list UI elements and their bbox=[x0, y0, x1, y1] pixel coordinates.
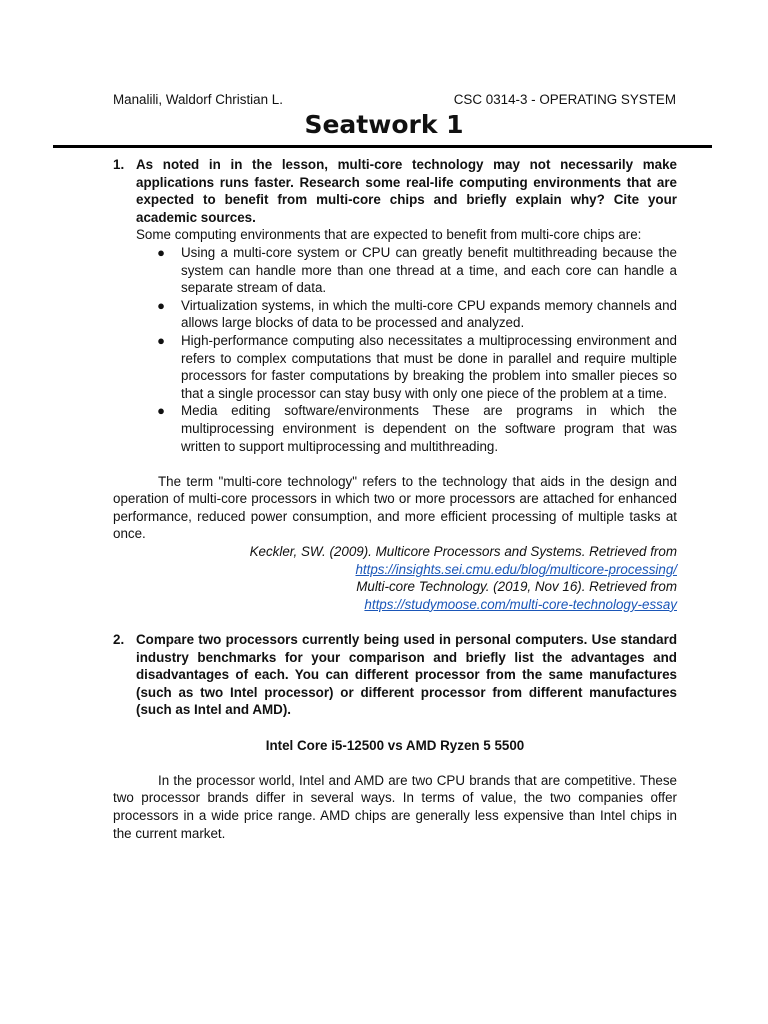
question-prompt: As noted in in the lesson, multi-core technology may not necessarily make applications runs faster. Research some real-life computing environments that are expected to benefit from multi-core chips and briefly explain why? Cite your academic sources. bbox=[136, 157, 677, 225]
question-number: 2. bbox=[113, 632, 125, 648]
answer-intro: Some computing environments that are expected to benefit from multi-core chips are: bbox=[136, 227, 642, 243]
comparison-paragraph: In the processor world, Intel and AMD are two CPU brands that are competitive. These two processor brands differ in several ways. In terms of value, the two companies offer processors in a wide price range. AMD chips are generally less expensive than Intel chips in the current market. bbox=[113, 772, 677, 841]
bullet-icon: ● bbox=[157, 244, 165, 260]
bullet-list bbox=[136, 244, 677, 455]
citations bbox=[113, 543, 677, 613]
question-1 bbox=[113, 156, 677, 455]
citation-text: Multi-core Technology. (2019, Nov 16). Retrieved from bbox=[356, 579, 677, 595]
list-item: ● Using a multi-core system or CPU can greatly benefit multithreading because the system can handle more than one thread at a time, and each core can handle a separate stream of data. bbox=[136, 244, 677, 297]
header-row bbox=[113, 92, 676, 107]
comparison-heading: Intel Core i5-12500 vs AMD Ryzen 5 5500 bbox=[265, 737, 525, 753]
definition-paragraph: The term "multi-core technology" refers to the technology that aids in the design and operation of multi-core processors in which two or more processors are attached for enhanced performance, reduced power consumption, and more efficient processing of multiple tasks at once. bbox=[113, 473, 677, 542]
document-body bbox=[113, 156, 677, 842]
citation-text: Keckler, SW. (2009). Multicore Processors and Systems. Retrieved from bbox=[249, 544, 677, 560]
list-item: ● High-performance computing also necessitates a multiprocessing environment and refers to complex computations that must be done in parallel and require multiple processors for faster computations by breaking the problem into smaller pieces so that a single processor can stay busy with only one piece of the problem at a time. bbox=[136, 332, 677, 402]
list-item: ● Virtualization systems, in which the multi-core CPU expands memory channels and allows large blocks of data to be processed and analyzed. bbox=[136, 297, 677, 332]
author-name: Manalili, Waldorf Christian L. bbox=[113, 92, 283, 107]
list-item: ● Media editing software/environments These are programs in which the multiprocessing environment is dependent on the software program that was written to support multiprocessing and multithreading. bbox=[136, 402, 677, 455]
bullet-icon: ● bbox=[157, 403, 165, 419]
title-divider bbox=[53, 145, 712, 148]
question-2 bbox=[113, 631, 677, 719]
citation-link[interactable]: https://studymoose.com/multi-core-technology-essay bbox=[364, 596, 677, 612]
bullet-icon: ● bbox=[157, 297, 165, 313]
question-prompt: Compare two processors currently being used in personal computers. Use standard industry benchmarks for your comparison and briefly list the advantages and disadvantages of each. You can different processor from the same manufactures (such as two Intel processor) or different processor from different manufactures (such as Intel and AMD). bbox=[136, 632, 677, 718]
citation-link[interactable]: https://insights.sei.cmu.edu/blog/multicore-processing/ bbox=[355, 561, 677, 577]
question-number: 1. bbox=[113, 157, 125, 172]
page-title: Seatwork 1 bbox=[304, 110, 464, 139]
course-code: CSC 0314-3 - OPERATING SYSTEM bbox=[453, 92, 676, 107]
bullet-icon: ● bbox=[157, 332, 165, 348]
